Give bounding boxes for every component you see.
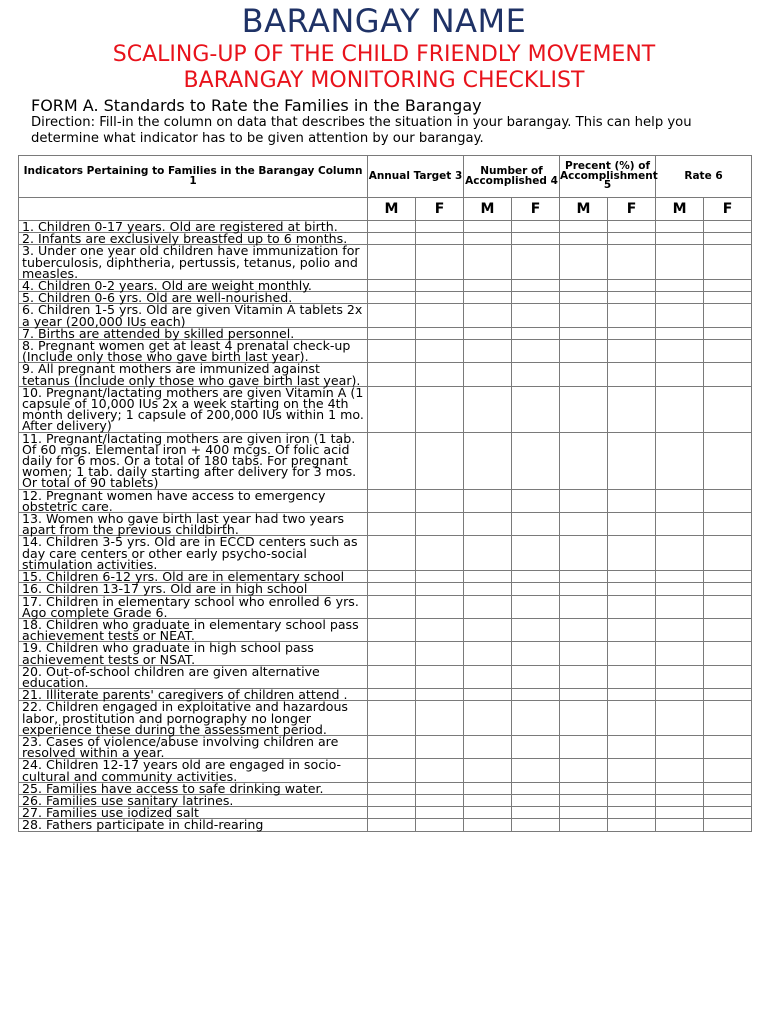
male-entry-cell[interactable]: [368, 782, 416, 794]
female-entry-cell[interactable]: [416, 280, 464, 292]
male-entry-cell[interactable]: [560, 432, 608, 489]
female-entry-cell[interactable]: [704, 595, 752, 618]
male-entry-cell[interactable]: [464, 221, 512, 233]
indicator-text: 4. Children 0-2 years. Old are weight monthly.: [19, 280, 368, 292]
female-entry-cell[interactable]: [704, 327, 752, 339]
female-entry-cell[interactable]: [512, 221, 560, 233]
male-subheader: M: [368, 198, 416, 221]
female-entry-cell[interactable]: [608, 363, 656, 386]
female-entry-cell[interactable]: [416, 536, 464, 571]
male-entry-cell[interactable]: [368, 304, 416, 327]
male-entry-cell[interactable]: [368, 735, 416, 758]
female-entry-cell[interactable]: [704, 245, 752, 280]
indicator-text: 21. Illiterate parents' caregivers of children attend .: [19, 689, 368, 701]
female-entry-cell[interactable]: [704, 513, 752, 536]
checklist-subtitle: [0, 42, 768, 94]
male-entry-cell[interactable]: [368, 819, 416, 831]
male-entry-cell[interactable]: [368, 583, 416, 595]
subtitle-line-2: BARANGAY MONITORING CHECKLIST: [183, 68, 585, 93]
female-entry-cell[interactable]: [704, 735, 752, 758]
male-entry-cell[interactable]: [656, 665, 704, 688]
male-entry-cell[interactable]: [368, 807, 416, 819]
male-entry-cell[interactable]: [656, 245, 704, 280]
male-entry-cell[interactable]: [560, 327, 608, 339]
female-entry-cell[interactable]: [704, 292, 752, 304]
female-entry-cell[interactable]: [512, 386, 560, 432]
indicator-text: 7. Births are attended by skilled personnel.: [19, 327, 368, 339]
female-subheader: F: [416, 198, 464, 221]
female-entry-cell[interactable]: [608, 327, 656, 339]
female-entry-cell[interactable]: [512, 583, 560, 595]
male-entry-cell[interactable]: [560, 735, 608, 758]
male-entry-cell[interactable]: [368, 489, 416, 512]
male-entry-cell[interactable]: [656, 304, 704, 327]
male-entry-cell[interactable]: [464, 735, 512, 758]
female-entry-cell[interactable]: [512, 340, 560, 363]
female-entry-cell[interactable]: [608, 819, 656, 831]
male-entry-cell[interactable]: [464, 327, 512, 339]
female-entry-cell[interactable]: [608, 642, 656, 665]
male-subheader: M: [656, 198, 704, 221]
female-entry-cell[interactable]: [416, 689, 464, 701]
male-entry-cell[interactable]: [656, 432, 704, 489]
male-entry-cell[interactable]: [560, 782, 608, 794]
percent-accomplishment-header: Precent (%) of Accomplishment 5: [560, 156, 656, 198]
male-entry-cell[interactable]: [656, 794, 704, 806]
male-entry-cell[interactable]: [464, 280, 512, 292]
table-row: [19, 304, 752, 327]
male-entry-cell[interactable]: [560, 363, 608, 386]
female-entry-cell[interactable]: [704, 386, 752, 432]
male-entry-cell[interactable]: [656, 536, 704, 571]
male-entry-cell[interactable]: [656, 489, 704, 512]
female-entry-cell[interactable]: [704, 571, 752, 583]
male-entry-cell[interactable]: [368, 245, 416, 280]
table-row: [19, 536, 752, 571]
female-entry-cell[interactable]: [416, 513, 464, 536]
blank-subheader: [19, 198, 368, 221]
form-title: FORM A. Standards to Rate the Families in the Barangay: [31, 96, 482, 115]
male-entry-cell[interactable]: [368, 513, 416, 536]
male-entry-cell[interactable]: [560, 618, 608, 641]
male-entry-cell[interactable]: [368, 386, 416, 432]
male-entry-cell[interactable]: [560, 340, 608, 363]
male-entry-cell[interactable]: [464, 794, 512, 806]
indicator-text: 17. Children in elementary school who enrolled 6 yrs. Ago complete Grade 6.: [19, 595, 368, 618]
direction-text: Direction: Fill-in the column on data that describes the situation in your barangay. This can help you determine what indicator has to be given attention by our barangay.: [31, 115, 692, 146]
female-entry-cell[interactable]: [608, 489, 656, 512]
female-entry-cell[interactable]: [608, 807, 656, 819]
male-entry-cell[interactable]: [560, 807, 608, 819]
male-entry-cell[interactable]: [560, 583, 608, 595]
male-entry-cell[interactable]: [368, 340, 416, 363]
male-entry-cell[interactable]: [560, 304, 608, 327]
female-entry-cell[interactable]: [608, 233, 656, 245]
female-entry-cell[interactable]: [512, 595, 560, 618]
female-entry-cell[interactable]: [608, 571, 656, 583]
indicator-text: 19. Children who graduate in high school pass achievement tests or NSAT.: [19, 642, 368, 665]
female-entry-cell[interactable]: [608, 689, 656, 701]
male-entry-cell[interactable]: [368, 432, 416, 489]
table-row: [19, 665, 752, 688]
male-entry-cell[interactable]: [560, 536, 608, 571]
female-entry-cell[interactable]: [704, 794, 752, 806]
female-entry-cell[interactable]: [704, 363, 752, 386]
male-entry-cell[interactable]: [368, 665, 416, 688]
table-row: [19, 340, 752, 363]
indicator-text: 13. Women who gave birth last year had two years apart from the previous childbirth.: [19, 513, 368, 536]
table-row: [19, 618, 752, 641]
male-entry-cell[interactable]: [464, 233, 512, 245]
table-row: [19, 513, 752, 536]
female-entry-cell[interactable]: [704, 689, 752, 701]
female-entry-cell[interactable]: [416, 618, 464, 641]
male-entry-cell[interactable]: [368, 536, 416, 571]
female-entry-cell[interactable]: [512, 571, 560, 583]
female-entry-cell[interactable]: [608, 221, 656, 233]
page-title: BARANGAY NAME: [241, 2, 527, 40]
table-row: [19, 245, 752, 280]
male-entry-cell[interactable]: [656, 782, 704, 794]
female-entry-cell[interactable]: [512, 489, 560, 512]
male-entry-cell[interactable]: [560, 245, 608, 280]
male-entry-cell[interactable]: [464, 595, 512, 618]
male-entry-cell[interactable]: [464, 292, 512, 304]
male-entry-cell[interactable]: [464, 245, 512, 280]
female-entry-cell[interactable]: [416, 819, 464, 831]
female-entry-cell[interactable]: [416, 665, 464, 688]
male-subheader: M: [560, 198, 608, 221]
female-entry-cell[interactable]: [512, 618, 560, 641]
male-entry-cell[interactable]: [656, 807, 704, 819]
male-entry-cell[interactable]: [464, 513, 512, 536]
female-entry-cell[interactable]: [512, 432, 560, 489]
male-entry-cell[interactable]: [464, 432, 512, 489]
table-row: [19, 432, 752, 489]
male-entry-cell[interactable]: [464, 642, 512, 665]
table-row: [19, 819, 752, 831]
female-entry-cell[interactable]: [608, 280, 656, 292]
male-entry-cell[interactable]: [368, 280, 416, 292]
table-header-row: [19, 156, 752, 198]
indicator-text: 15. Children 6-12 yrs. Old are in elementary school: [19, 571, 368, 583]
male-entry-cell[interactable]: [464, 583, 512, 595]
female-entry-cell[interactable]: [416, 221, 464, 233]
female-entry-cell[interactable]: [608, 794, 656, 806]
female-entry-cell[interactable]: [512, 794, 560, 806]
male-entry-cell[interactable]: [368, 221, 416, 233]
female-entry-cell[interactable]: [608, 432, 656, 489]
male-entry-cell[interactable]: [368, 571, 416, 583]
female-entry-cell[interactable]: [704, 665, 752, 688]
male-entry-cell[interactable]: [464, 340, 512, 363]
male-entry-cell[interactable]: [368, 701, 416, 736]
rate-header: Rate 6: [656, 156, 752, 198]
female-entry-cell[interactable]: [704, 280, 752, 292]
monitoring-table: [18, 155, 752, 832]
male-entry-cell[interactable]: [368, 642, 416, 665]
female-entry-cell[interactable]: [608, 583, 656, 595]
male-entry-cell[interactable]: [464, 304, 512, 327]
male-entry-cell[interactable]: [656, 292, 704, 304]
male-entry-cell[interactable]: [560, 595, 608, 618]
female-entry-cell[interactable]: [512, 735, 560, 758]
male-entry-cell[interactable]: [656, 642, 704, 665]
female-entry-cell[interactable]: [704, 759, 752, 782]
female-entry-cell[interactable]: [608, 759, 656, 782]
indicator-text: 9. All pregnant mothers are immunized against tetanus (Include only those who gave birth last year).: [19, 363, 368, 386]
male-entry-cell[interactable]: [560, 571, 608, 583]
female-entry-cell[interactable]: [416, 571, 464, 583]
table-row: [19, 642, 752, 665]
female-entry-cell[interactable]: [512, 245, 560, 280]
female-entry-cell[interactable]: [608, 245, 656, 280]
indicator-text: 12. Pregnant women have access to emergency obstetric care.: [19, 489, 368, 512]
indicator-text: 24. Children 12-17 years old are engaged in socio-cultural and community activities.: [19, 759, 368, 782]
female-subheader: F: [704, 198, 752, 221]
female-entry-cell[interactable]: [512, 665, 560, 688]
indicators-column-header: Indicators Pertaining to Families in the Barangay Column 1: [19, 156, 368, 198]
male-entry-cell[interactable]: [656, 819, 704, 831]
female-entry-cell[interactable]: [704, 233, 752, 245]
female-entry-cell[interactable]: [704, 221, 752, 233]
indicator-text: 27. Families use iodized salt: [19, 807, 368, 819]
indicator-text: 28. Fathers participate in child-rearing: [19, 819, 368, 831]
female-entry-cell[interactable]: [512, 304, 560, 327]
male-entry-cell[interactable]: [368, 292, 416, 304]
female-entry-cell[interactable]: [512, 759, 560, 782]
indicator-text: 14. Children 3-5 yrs. Old are in ECCD centers such as day care centers or other early psycho-social stimulation activities.: [19, 536, 368, 571]
female-entry-cell[interactable]: [416, 759, 464, 782]
male-entry-cell[interactable]: [464, 571, 512, 583]
female-entry-cell[interactable]: [704, 782, 752, 794]
annual-target-header: Annual Target 3: [368, 156, 464, 198]
female-entry-cell[interactable]: [416, 595, 464, 618]
male-entry-cell[interactable]: [560, 221, 608, 233]
female-entry-cell[interactable]: [416, 327, 464, 339]
female-entry-cell[interactable]: [704, 304, 752, 327]
indicator-text: 1. Children 0-17 years. Old are registered at birth.: [19, 221, 368, 233]
male-entry-cell[interactable]: [464, 689, 512, 701]
female-entry-cell[interactable]: [512, 292, 560, 304]
male-entry-cell[interactable]: [656, 280, 704, 292]
male-entry-cell[interactable]: [560, 233, 608, 245]
male-entry-cell[interactable]: [656, 327, 704, 339]
female-entry-cell[interactable]: [416, 245, 464, 280]
indicator-text: 20. Out-of-school children are given alternative education.: [19, 665, 368, 688]
male-entry-cell[interactable]: [368, 233, 416, 245]
male-entry-cell[interactable]: [656, 618, 704, 641]
male-entry-cell[interactable]: [560, 665, 608, 688]
female-entry-cell[interactable]: [416, 363, 464, 386]
female-entry-cell[interactable]: [416, 583, 464, 595]
male-entry-cell[interactable]: [656, 386, 704, 432]
female-entry-cell[interactable]: [416, 304, 464, 327]
male-entry-cell[interactable]: [656, 340, 704, 363]
male-entry-cell[interactable]: [368, 759, 416, 782]
indicator-text: 23. Cases of violence/abuse involving children are resolved within a year.: [19, 735, 368, 758]
table-row: [19, 363, 752, 386]
female-entry-cell[interactable]: [416, 782, 464, 794]
female-entry-cell[interactable]: [704, 536, 752, 571]
male-entry-cell[interactable]: [368, 595, 416, 618]
female-entry-cell[interactable]: [512, 819, 560, 831]
female-entry-cell[interactable]: [416, 233, 464, 245]
male-entry-cell[interactable]: [656, 233, 704, 245]
male-entry-cell[interactable]: [368, 363, 416, 386]
male-entry-cell[interactable]: [656, 221, 704, 233]
male-entry-cell[interactable]: [464, 701, 512, 736]
female-entry-cell[interactable]: [608, 782, 656, 794]
male-entry-cell[interactable]: [368, 689, 416, 701]
female-entry-cell[interactable]: [608, 292, 656, 304]
indicator-text: 5. Children 0-6 yrs. Old are well-nourished.: [19, 292, 368, 304]
indicator-text: 8. Pregnant women get at least 4 prenatal check-up (Include only those who gave birth last year).: [19, 340, 368, 363]
male-entry-cell[interactable]: [368, 618, 416, 641]
female-entry-cell[interactable]: [608, 665, 656, 688]
female-entry-cell[interactable]: [704, 807, 752, 819]
female-entry-cell[interactable]: [512, 701, 560, 736]
female-entry-cell[interactable]: [608, 386, 656, 432]
male-entry-cell[interactable]: [656, 595, 704, 618]
indicator-rows: [19, 221, 752, 832]
female-subheader: F: [512, 198, 560, 221]
male-entry-cell[interactable]: [656, 759, 704, 782]
male-subheader: M: [464, 198, 512, 221]
indicator-text: 3. Under one year old children have immunization for tuberculosis, diphtheria, pertussis, tetanus, polio and measles.: [19, 245, 368, 280]
female-entry-cell[interactable]: [704, 583, 752, 595]
male-entry-cell[interactable]: [560, 759, 608, 782]
male-entry-cell[interactable]: [656, 701, 704, 736]
female-entry-cell[interactable]: [416, 386, 464, 432]
female-entry-cell[interactable]: [416, 489, 464, 512]
male-entry-cell[interactable]: [464, 819, 512, 831]
indicator-text: 18. Children who graduate in elementary school pass achievement tests or NEAT.: [19, 618, 368, 641]
male-entry-cell[interactable]: [464, 618, 512, 641]
female-entry-cell[interactable]: [512, 782, 560, 794]
male-entry-cell[interactable]: [560, 292, 608, 304]
male-entry-cell[interactable]: [464, 665, 512, 688]
female-entry-cell[interactable]: [512, 536, 560, 571]
accomplished-header: Number of Accomplished 4: [464, 156, 560, 198]
male-entry-cell[interactable]: [368, 327, 416, 339]
table-row: [19, 701, 752, 736]
female-entry-cell[interactable]: [512, 807, 560, 819]
male-entry-cell[interactable]: [560, 819, 608, 831]
table-row: [19, 735, 752, 758]
male-entry-cell[interactable]: [368, 794, 416, 806]
female-entry-cell[interactable]: [512, 363, 560, 386]
male-entry-cell[interactable]: [560, 489, 608, 512]
male-entry-cell[interactable]: [560, 280, 608, 292]
male-entry-cell[interactable]: [464, 759, 512, 782]
female-entry-cell[interactable]: [416, 794, 464, 806]
female-entry-cell[interactable]: [512, 280, 560, 292]
female-entry-cell[interactable]: [704, 489, 752, 512]
female-entry-cell[interactable]: [704, 642, 752, 665]
female-entry-cell[interactable]: [416, 292, 464, 304]
male-entry-cell[interactable]: [464, 807, 512, 819]
table-row: [19, 595, 752, 618]
indicator-text: 22. Children engaged in exploitative and hazardous labor, prostitution and pornography no longer experience these during the assessment period.: [19, 701, 368, 736]
female-entry-cell[interactable]: [416, 642, 464, 665]
table-row: [19, 386, 752, 432]
male-entry-cell[interactable]: [560, 794, 608, 806]
female-entry-cell[interactable]: [512, 327, 560, 339]
male-entry-cell[interactable]: [560, 386, 608, 432]
indicator-text: 25. Families have access to safe drinking water.: [19, 782, 368, 794]
indicator-text: 6. Children 1-5 yrs. Old are given Vitamin A tablets 2x a year (200,000 IUs each): [19, 304, 368, 327]
indicator-text: 11. Pregnant/lactating mothers are given iron (1 tab. Of 60 mgs. Elemental iron + 400 mcgs. Of folic acid daily for 6 mos. Or a total of 180 tabs. For pregnant women; 1 tab. daily starting after delivery for 3 mos. Or total of 90 tablets): [19, 432, 368, 489]
female-entry-cell[interactable]: [608, 340, 656, 363]
male-entry-cell[interactable]: [464, 386, 512, 432]
male-entry-cell[interactable]: [656, 583, 704, 595]
indicator-text: 10. Pregnant/lactating mothers are given Vitamin A (1 capsule of 10,000 IUs 2x a week starting on the 4th month delivery; 1 capsule of 200,000 IUs within 1 mo. After delivery): [19, 386, 368, 432]
female-entry-cell[interactable]: [416, 432, 464, 489]
female-entry-cell[interactable]: [704, 819, 752, 831]
male-entry-cell[interactable]: [560, 701, 608, 736]
female-entry-cell[interactable]: [608, 735, 656, 758]
female-entry-cell[interactable]: [608, 595, 656, 618]
female-entry-cell[interactable]: [608, 304, 656, 327]
female-entry-cell[interactable]: [416, 807, 464, 819]
table-row: [19, 759, 752, 782]
female-entry-cell[interactable]: [512, 689, 560, 701]
female-entry-cell[interactable]: [512, 513, 560, 536]
female-entry-cell[interactable]: [416, 340, 464, 363]
female-entry-cell[interactable]: [704, 701, 752, 736]
female-entry-cell[interactable]: [704, 618, 752, 641]
female-entry-cell[interactable]: [416, 735, 464, 758]
female-entry-cell[interactable]: [512, 233, 560, 245]
male-entry-cell[interactable]: [560, 689, 608, 701]
male-entry-cell[interactable]: [656, 735, 704, 758]
female-entry-cell[interactable]: [416, 701, 464, 736]
indicator-text: 2. Infants are exclusively breastfed up to 6 months.: [19, 233, 368, 245]
female-entry-cell[interactable]: [608, 536, 656, 571]
male-entry-cell[interactable]: [464, 782, 512, 794]
female-entry-cell[interactable]: [608, 513, 656, 536]
male-entry-cell[interactable]: [464, 489, 512, 512]
female-entry-cell[interactable]: [608, 618, 656, 641]
gender-subheader-row: [19, 198, 752, 221]
female-subheader: F: [608, 198, 656, 221]
male-entry-cell[interactable]: [656, 513, 704, 536]
subtitle-line-1: SCALING-UP OF THE CHILD FRIENDLY MOVEMENT: [112, 42, 656, 67]
female-entry-cell[interactable]: [704, 340, 752, 363]
male-entry-cell[interactable]: [464, 363, 512, 386]
female-entry-cell[interactable]: [704, 432, 752, 489]
female-entry-cell[interactable]: [608, 701, 656, 736]
male-entry-cell[interactable]: [656, 363, 704, 386]
male-entry-cell[interactable]: [560, 513, 608, 536]
female-entry-cell[interactable]: [512, 642, 560, 665]
table-row: [19, 489, 752, 512]
male-entry-cell[interactable]: [656, 571, 704, 583]
indicator-text: 26. Families use sanitary latrines.: [19, 794, 368, 806]
indicator-text: 16. Children 13-17 yrs. Old are in high school: [19, 583, 368, 595]
male-entry-cell[interactable]: [464, 536, 512, 571]
male-entry-cell[interactable]: [656, 689, 704, 701]
male-entry-cell[interactable]: [560, 642, 608, 665]
